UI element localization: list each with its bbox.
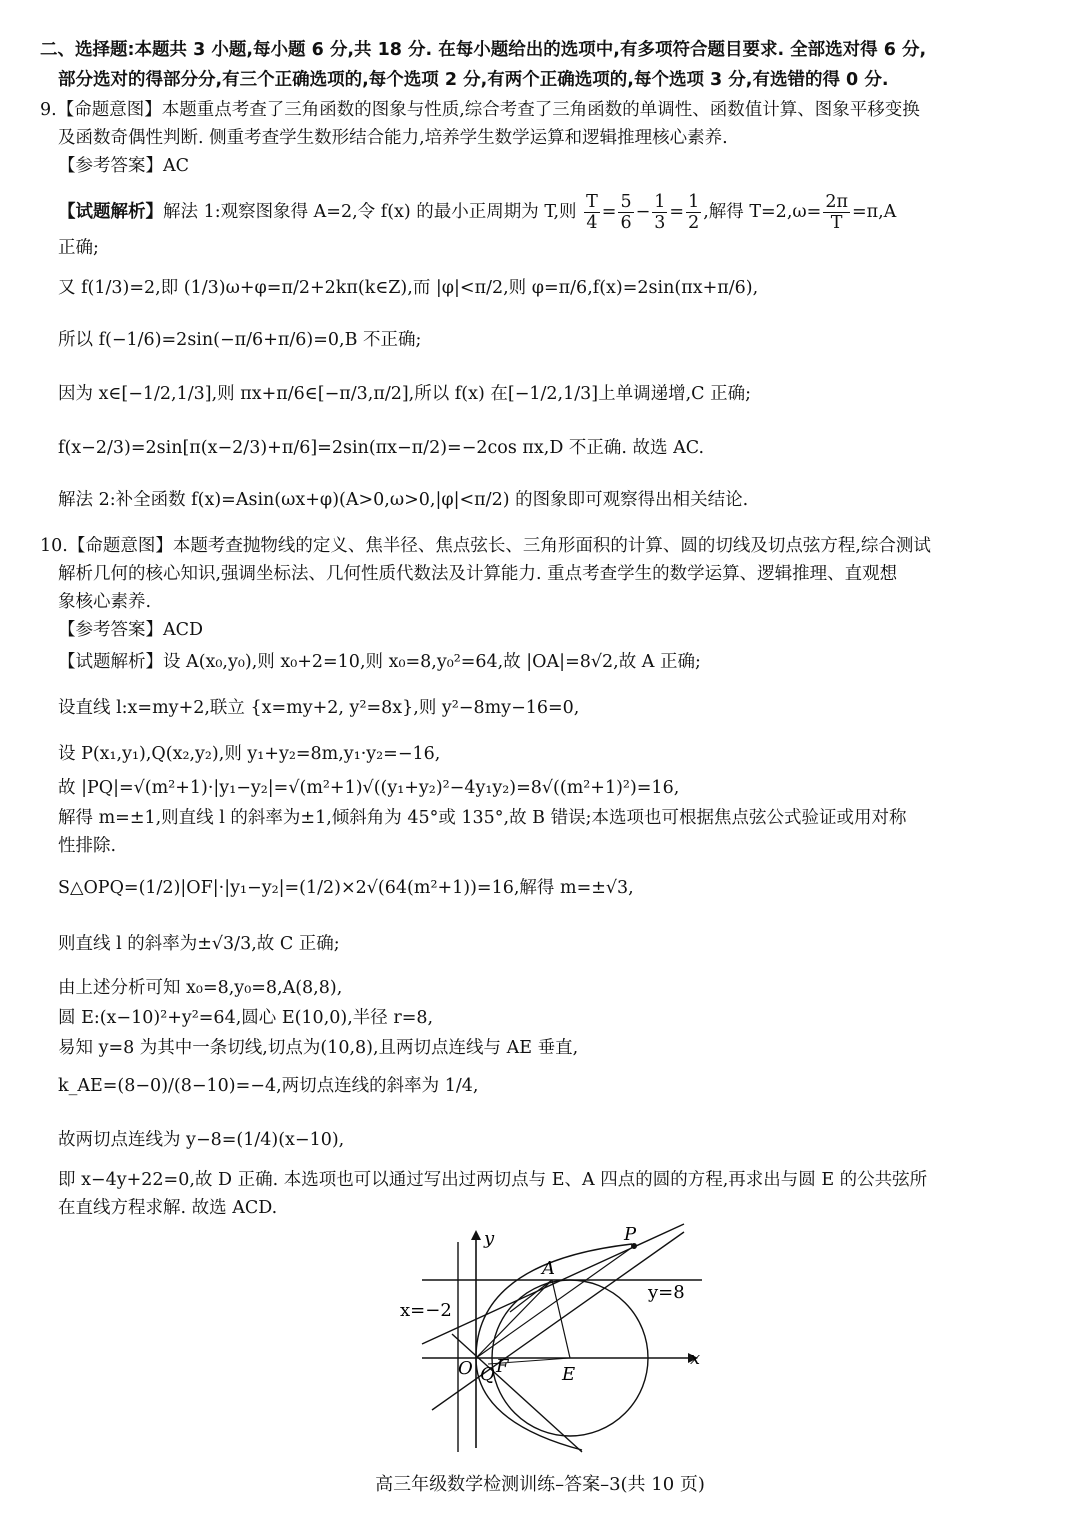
q10-step3: 设 P(x₁,y₁),Q(x₂,y₂),则 y₁+y₂=8m,y₁·y₂=−16, [58,744,441,764]
q9-step2: 又 f(1/3)=2,即 (1/3)ω+φ=π/2+2kπ(k∈Z),而 |φ|<π/2,则 φ=π/6,f(x)=2sin(πx+π/6), [58,278,759,298]
q10-step1: 【试题解析】设 A(x₀,y₀),则 x₀+2=10,则 x₀=8,y₀²=64,故 |OA|=8√2,故 A 正确; [58,652,701,672]
q10-step8: 则直线 l 的斜率为±√3/3,故 C 正确; [58,934,340,954]
q9-solution-end2: =π,A [851,202,897,222]
q9-solution-text: 解法 1:观察图象得 A=2,令 f(x) 的最小正周期为 T,则 [163,202,577,222]
q9-step5: f(x−2/3)=2sin[π(x−2/3)+π/6]=2sin(πx−π/2)=−2cos πx,D 不正确. 故选 AC. [58,438,705,458]
q10-step5: 解得 m=±1,则直线 l 的斜率为±1,倾斜角为 45°或 135°,故 B 错误;本选项也可根据焦点弦公式验证或用对称 [58,808,907,828]
q9-solution-end: ,解得 T=2,ω= [703,202,822,222]
label-Q: Q [480,1364,495,1385]
q10-intent-line1: 10.【命题意图】本题考查抛物线的定义、焦半径、焦点弦长、三角形面积的计算、圆的切线及切点弦方程,综合测试 [40,536,931,556]
label-P: P [624,1224,637,1245]
parabola-circle-figure [392,1222,722,1460]
q10-step13: 故两切点连线为 y−8=(1/4)(x−10), [58,1130,345,1150]
line-OP [476,1246,634,1358]
line-AO [476,1280,552,1358]
q9-intent-line2: 及函数奇偶性判断. 侧重考查学生数形结合能力,培养学生数学运算和逻辑推理核心素养. [58,128,728,148]
label-xm2: x=−2 [400,1300,452,1321]
q9-step4: 因为 x∈[−1/2,1/3],则 πx+π/6∈[−π/3,π/2],所以 f(x) 在[−1/2,1/3]上单调递增,C 正确; [58,384,751,404]
line-l3 [452,1334,582,1452]
line-A-tangent [510,1280,552,1312]
q10-step10: 圆 E:(x−10)²+y²=64,圆心 E(10,0),半径 r=8, [58,1008,434,1028]
q10-step15: 在直线方程求解. 故选 ACD. [58,1198,278,1218]
q10-step14: 即 x−4y+22=0,故 D 正确. 本选项也可以通过写出过两切点与 E、A 四点的圆的方程,再求出与圆 E 的公共弦所 [58,1170,928,1190]
q9-solution-cont: 正确; [58,238,99,258]
q10-step7: S△OPQ=(1/2)|OF|·|y₁−y₂|=(1/2)×2√(64(m²+1))=16,解得 m=±√3, [58,878,634,898]
q9-answer: 【参考答案】AC [58,156,190,176]
q9-solution-line1: 【试题解析】解法 1:观察图象得 A=2,令 f(x) 的最小正周期为 T,则 $\frac{T}{4}$ = $\frac{5}{6}$ − $\frac{1}{3}$ = $\frac{1}{2}$ ,解得 T=2,ω= $\frac{2\pi}{T}$ =π,A [58,192,897,233]
label-F: F [496,1356,509,1377]
page-footer: 高三年级数学检测训练–答案–3(共 10 页) [375,1474,705,1495]
q10-step4: 故 |PQ|=√(m²+1)·|y₁−y₂|=√(m²+1)√((y₁+y₂)²−4y₁y₂)=8√((m²+1)²)=16, [58,778,680,798]
line-l2 [432,1232,684,1410]
label-x: x [690,1348,701,1369]
label-E: E [562,1364,576,1385]
q10-intent-line2: 解析几何的核心知识,强调坐标法、几何性质代数法及计算能力. 重点考查学生的数学运算、逻辑推理、直观想 [58,564,898,584]
q9-intent-line1: 9.【命题意图】本题重点考查了三角函数的图象与性质,综合考查了三角函数的单调性、函数值计算、图象平移变换 [40,100,920,120]
y-axis-arrow [471,1230,481,1240]
label-O: O [458,1358,473,1379]
label-y8: y=8 [648,1282,685,1303]
label-A: A [542,1258,555,1279]
q10-step11: 易知 y=8 为其中一条切线,切点为(10,8),且两切点连线与 AE 垂直, [58,1038,579,1058]
q9-method2: 解法 2:补全函数 f(x)=Asin(ωx+φ)(A>0,ω>0,|φ|<π/2) 的图象即可观察得出相关结论. [58,490,749,510]
label-y: y [484,1228,495,1249]
section-header-line2: 部分选对的得部分分,有三个正确选项的,每个选项 2 分,有两个正确选项的,每个选项 3 分,有选错的得 0 分. [58,70,889,90]
q9-step3: 所以 f(−1/6)=2sin(−π/6+π/6)=0,B 不正确; [58,330,422,350]
q9-solution-label: 【试题解析】 [58,202,163,222]
q10-answer: 【参考答案】ACD [58,620,204,640]
q10-step2: 设直线 l:x=my+2,联立 {x=my+2, y²=8x},则 y²−8my−16=0, [58,698,580,718]
q10-step6: 性排除. [58,836,117,856]
line-AE [552,1280,570,1358]
section-header-line1: 二、选择题:本题共 3 小题,每小题 6 分,共 18 分. 在每小题给出的选项中,有多项符合题目要求. 全部选对得 6 分, [40,40,927,60]
q10-intent-line3: 象核心素养. [58,592,152,612]
q10-step12: k_AE=(8−0)/(8−10)=−4,两切点连线的斜率为 1/4, [58,1076,479,1096]
q10-step9: 由上述分析可知 x₀=8,y₀=8,A(8,8), [58,978,343,998]
